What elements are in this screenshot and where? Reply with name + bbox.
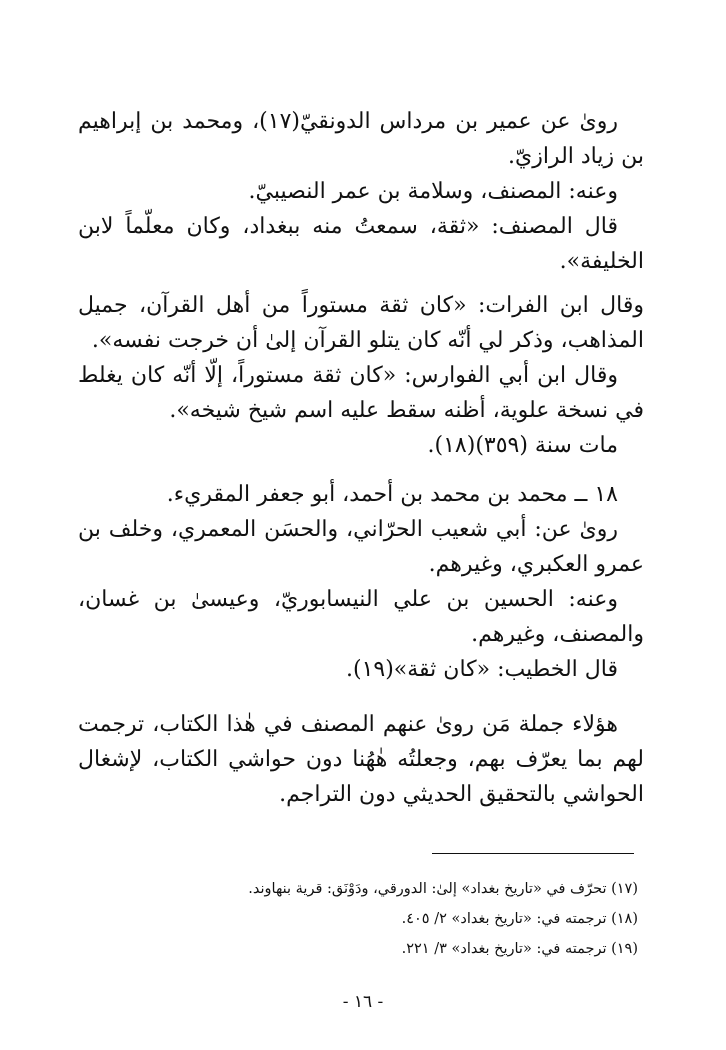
footnote-18: (١٨) ترجمته في: «تاريخ بغداد» ٢/ ٤٠٥. (401, 911, 638, 927)
paragraph-narrators-from-him: وعنه: المصنف، وسلامة بن عمر النصيبيّ. (248, 179, 618, 204)
footnote-divider (432, 853, 634, 854)
footnote-19: (١٩) ترجمته في: «تاريخ بغداد» ٣/ ٢٢١. (401, 941, 638, 957)
footnotes (120, 874, 638, 964)
paragraph-narrators-from-him-2: وعنه: الحسين بن علي النيسابوريّ، وعيسىٰ بن غسان، والمصنف، وغيرهم. (78, 587, 644, 647)
paragraph-death-year: مات سنة (٣٥٩)(١٨). (427, 433, 618, 458)
paragraph-narrated-from: رویٰ عن عمیر بن مرداس الدونقيّ(١٧)، ومحمد بن إبراهيم بن زياد الرازيّ. (78, 109, 644, 169)
main-text (78, 104, 644, 812)
paragraph-author-says: قال المصنف: «ثقة، سمعتُ منه ببغداد، وكان معلّماً لابن الخليفة». (78, 214, 644, 274)
page-number: - ١٦ - (342, 992, 384, 1012)
paragraph-al-khatib: قال الخطيب: «كان ثقة»(١٩). (345, 657, 618, 682)
footnote-17: (١٧) تحرّف في «تاريخ بغداد» إلىٰ: الدورقي، ودَوْنَق: قرية بنهاوند. (248, 881, 638, 897)
paragraph-narrated-from-2: رویٰ عن: أبي شعيب الحرّاني، والحسَن المعمري، وخلف بن عمرو العكبري، وغيرهم. (78, 517, 644, 577)
entry-heading-18: ١٨ ــ محمد بن محمد بن أحمد، أبو جعفر المقريء. (166, 482, 618, 507)
paragraph-closing-note: هؤلاء جملة مَن رویٰ عنهم المصنف في هٰذا الكتاب، ترجمت لهم بما يعرّف بهم، وجعلتُه هٰهُنا دون حواشي الكتاب، لإشغال الحواشي بالتحقيق الحديثي دون التراجم. (78, 712, 644, 807)
paragraph-ibn-al-furat: وقال ابن الفرات: «كان ثقة مستوراً من أهل القرآن، جميل المذاهب، وذكر لي أنّه كان يتلو القرآن إلىٰ أن خرجت نفسه». (78, 293, 644, 353)
paragraph-ibn-abi-al-fawaris: وقال ابن أبي الفوارس: «كان ثقة مستوراً، إلّا أنّه كان يغلط في نسخة علوية، أظنه سقط عليه اسم شيخ شيخه». (78, 363, 644, 423)
